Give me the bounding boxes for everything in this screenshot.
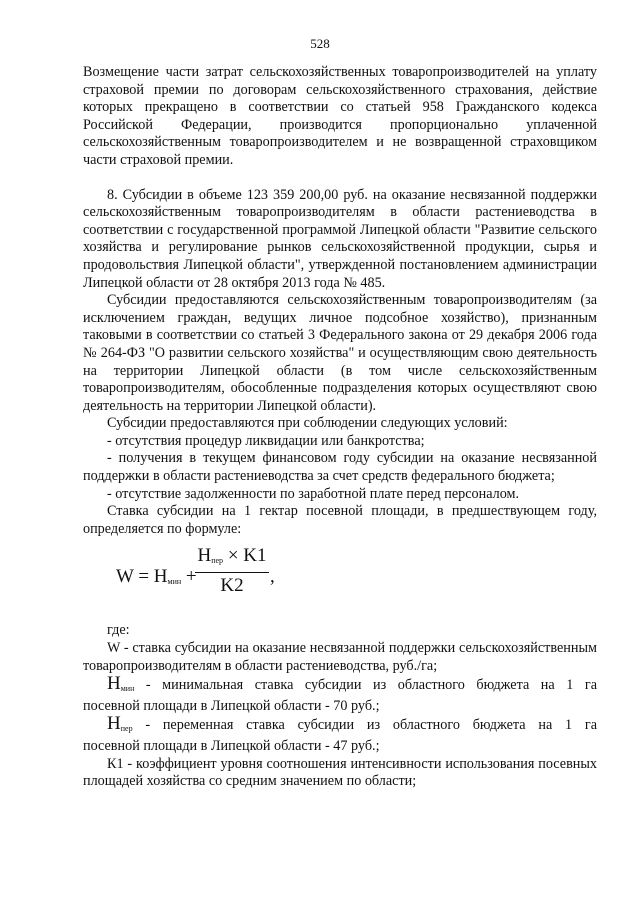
formula-numerator: $H_{пер} \times K1$: [195, 547, 269, 573]
symbol-h-min: H: [107, 673, 121, 695]
paragraph-rate-intro: Ставка субсидии на 1 гектар посевной площади, в предшествующем году, определяется по формуле:: [83, 503, 597, 537]
formula-fraction: [195, 545, 269, 597]
definition-h-per-line: $H_{пер}$ - переменная ставка субсидии из областного бюджета на 1 га: [83, 715, 597, 738]
paragraph-gap: [83, 170, 597, 187]
definition-w: W - ставка субсидии на оказание несвязанной поддержки сельскохозяйственным товаропроизводителям в области растениеводства, руб./га;: [83, 640, 597, 674]
paragraph-recipients: Субсидии предоставляются сельскохозяйственным товаропроизводителям (за исключением граждан, ведущих личное подсобное хозяйство), признанным таковыми в соответствии со статьей 3 Федерального закона от 29 декабря 2006 года № 264-ФЗ "О развитии сельского хозяйства" и осуществляющим свою деятельность на территории Липецкой области (в том числе сельскохозяйственным товаропроизводителям, обособленные подразделения которых осуществляют свою деятельность на территории Липецкой области).: [83, 292, 597, 414]
symbol-h-per: H: [107, 713, 121, 735]
paragraph-reimbursement: Возмещение части затрат сельскохозяйственных товаропроизводителей на уплату страховой премии по договорам сельскохозяйственного страхования, действие которых прекращено в соответствии со статьей 958 Гражданского кодекса Российской Федерации, производится пропорционально уплаченной сельскохозяйственным товаропроизводителем и не возвращенной страховщиком части страховой премии.: [83, 64, 597, 168]
paragraph-section-8: 8. Субсидии в объеме 123 359 200,00 руб. на оказание несвязанной поддержки сельскохозяйственным товаропроизводителям в области растениеводства в соответствии с государственной программой Липецкой области "Развитие сельского хозяйства и регулирование рынков сельскохозяйственной продукции, сырья и продовольствия Липецкой области", утвержденной постановлением администрации Липецкой области от 28 октября 2013 года № 485.: [83, 186, 597, 291]
definition-h-min-line: $H_{мин}$ - минимальная ставка субсидии из областного бюджета на 1 га: [83, 675, 597, 698]
formula-denominator: K2: [220, 575, 244, 597]
condition-item: - получения в текущем финансовом году субсидии на оказание несвязанной поддержки в области растениеводства за счет средств федерального бюджета;: [83, 450, 597, 485]
definition-h-min-cont: посевной площади в Липецкой области - 70 руб.;: [83, 697, 380, 714]
subsidy-formula: [83, 544, 597, 618]
formula-comma: ,: [270, 566, 275, 588]
formula-lhs: $W = H_{мин}$ +: [116, 566, 197, 588]
condition-item: - отсутствие задолженности по заработной плате перед персоналом.: [107, 485, 520, 502]
where-label: где:: [107, 622, 130, 639]
definition-k1: К1 - коэффициент уровня соотношения интенсивности использования посевных площадей хозяйства со средним значением по области;: [83, 755, 597, 790]
condition-item: - отсутствия процедур ликвидации или банкротства;: [107, 432, 425, 449]
paragraph-conditions-intro: Субсидии предоставляются при соблюдении следующих условий:: [107, 415, 508, 432]
definition-h-per-cont: посевной площади в Липецкой области - 47 руб.;: [83, 738, 380, 754]
document-body: [83, 64, 597, 791]
page-number: 528: [310, 36, 330, 51]
